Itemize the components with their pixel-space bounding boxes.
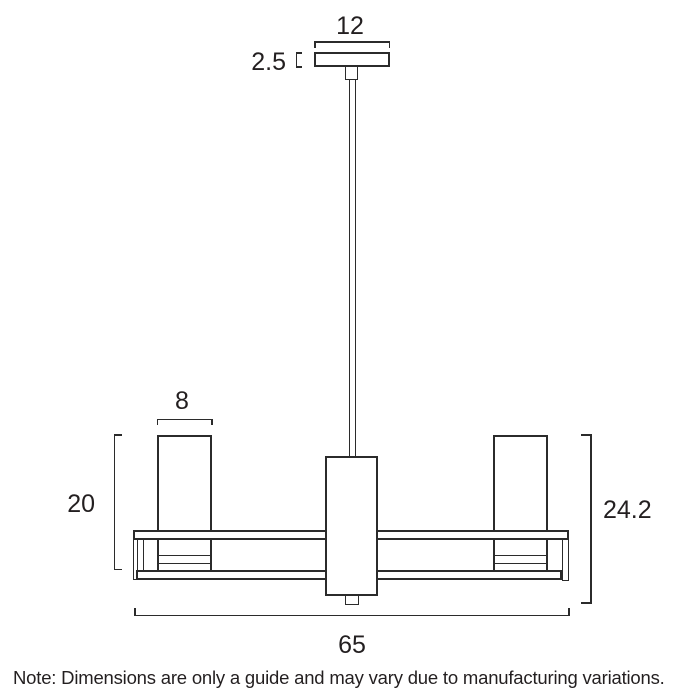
shade-width-dim-tick-left xyxy=(157,419,159,426)
shade-width-dim-line xyxy=(157,419,213,421)
canopy-height-bracket-tick-top xyxy=(296,52,303,54)
canopy-height-label: 2.5 xyxy=(251,48,286,76)
overall-width-dim-line xyxy=(134,615,570,617)
shade-height-bracket-tick-bottom xyxy=(114,569,122,571)
center-body-block xyxy=(325,456,378,596)
overall-height-bracket-vertical xyxy=(590,434,592,604)
frame-right-end-cap xyxy=(562,537,569,581)
right-shade-socket-band xyxy=(495,555,546,565)
shade-height-bracket-vertical xyxy=(114,434,116,570)
overall-height-bracket-tick-top xyxy=(581,434,592,436)
overall-height-label: 24.2 xyxy=(603,496,652,524)
right-shade xyxy=(493,435,548,573)
overall-width-dim-tick-right xyxy=(568,608,570,616)
overall-width-dim-tick-left xyxy=(134,608,136,616)
canopy-neck xyxy=(345,66,358,81)
shade-height-label: 20 xyxy=(67,490,95,518)
left-shade xyxy=(157,435,212,573)
shade-width-label: 8 xyxy=(175,387,189,415)
canopy-width-dim-line xyxy=(314,41,390,43)
canopy-width-dim-tick-right xyxy=(389,41,391,48)
suspension-rod xyxy=(349,79,356,457)
canopy-height-bracket-tick-bottom xyxy=(296,66,303,68)
left-shade-socket-band xyxy=(159,555,210,565)
overall-width-label: 65 xyxy=(338,631,366,659)
canopy-width-dim-tick-left xyxy=(314,41,316,48)
ceiling-canopy xyxy=(314,52,390,67)
shade-height-bracket-tick-top xyxy=(114,434,122,436)
shade-width-dim-tick-right xyxy=(211,419,213,426)
canopy-width-label: 12 xyxy=(336,12,364,40)
overall-height-bracket-tick-bottom xyxy=(581,602,592,604)
manufacturing-note: Note: Dimensions are only a guide and may vary due to manufacturing variations. xyxy=(13,667,665,688)
